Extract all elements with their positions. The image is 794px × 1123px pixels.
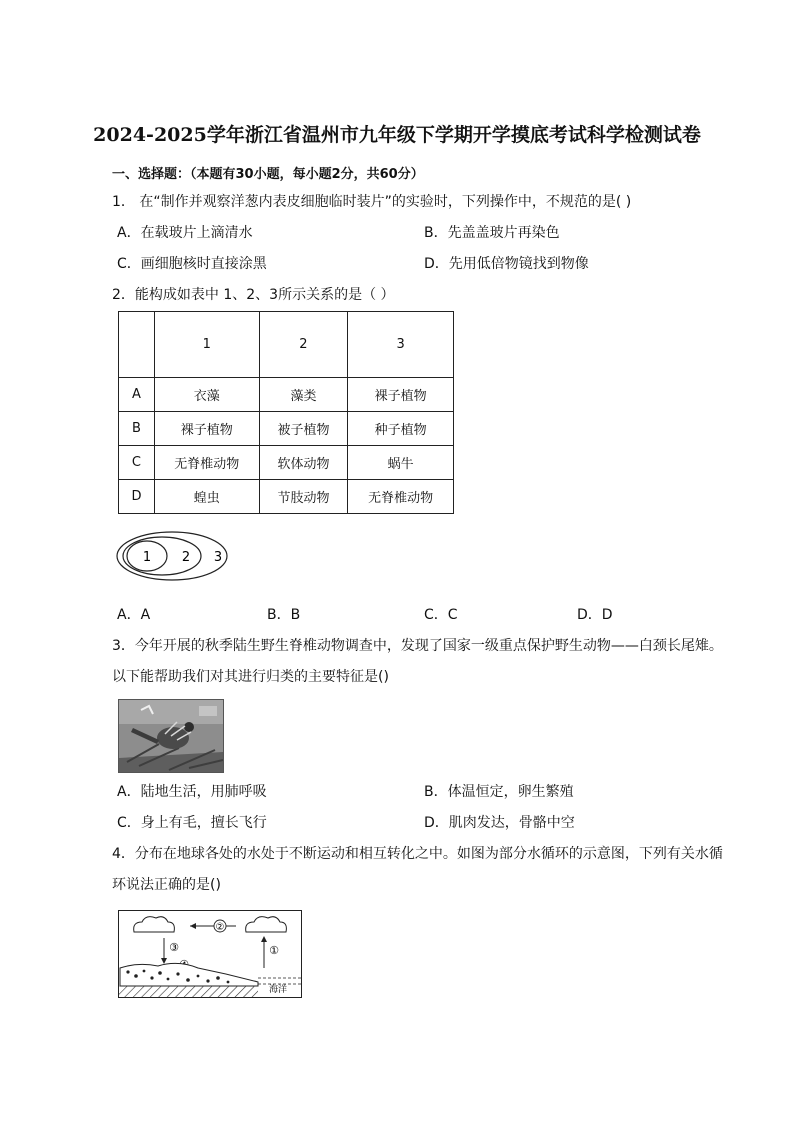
label-3: ③	[169, 941, 179, 954]
table-row	[119, 446, 454, 480]
table-cell: B	[119, 412, 155, 446]
q3-option-a: A．陆地生活，用肺呼吸	[117, 784, 267, 800]
table-cell: 软体动物	[259, 446, 348, 480]
q1-option-d: D．先用低倍物镜找到物像	[424, 256, 589, 272]
table-cell: 裸子植物	[154, 412, 259, 446]
ellipse-label-2: 2	[181, 550, 191, 565]
ocean-label: 海洋	[268, 985, 288, 995]
q2-stem: 2．能构成如表中 1、2、3所示关系的是（ ）	[112, 287, 395, 303]
q2-option-b: B．B	[267, 607, 301, 623]
table-header-row	[119, 312, 454, 378]
table-cell: 无脊椎动物	[348, 480, 454, 514]
label-1: ①	[269, 944, 279, 957]
table-cell	[119, 312, 155, 378]
table-cell: 1	[154, 312, 259, 378]
table-cell: 蜗牛	[348, 446, 454, 480]
q3-option-d: D．肌肉发达，骨骼中空	[424, 815, 575, 831]
q1-option-a: A．在载玻片上滴清水	[117, 225, 253, 241]
pheasant-photo	[118, 699, 224, 773]
bedrock	[119, 986, 258, 997]
q3-option-c: C．身上有毛，擅长飞行	[117, 815, 267, 831]
water-cycle-diagram	[118, 910, 302, 998]
table-row	[119, 480, 454, 514]
q1-option-c: C．画细胞核时直接涂黑	[117, 256, 267, 272]
table-cell: 裸子植物	[348, 378, 454, 412]
table-cell: 种子植物	[348, 412, 454, 446]
ellipse-3	[117, 532, 227, 580]
q2-option-c: C．C	[424, 607, 458, 623]
table-cell: 藻类	[259, 378, 348, 412]
section-heading: 一、选择题：（本题有30小题，每小题2分，共60分）	[112, 167, 424, 182]
ellipse-label-1: 1	[142, 550, 152, 565]
table-cell: 节肢动物	[259, 480, 348, 514]
table-cell: A	[119, 378, 155, 412]
q1-option-b: B．先盖盖玻片再染色	[424, 225, 560, 241]
table-cell: C	[119, 446, 155, 480]
q3-stem-line1: 3．今年开展的秋季陆生野生脊椎动物调查中，发现了国家一级重点保护野生动物——白颈长尾雉。	[112, 638, 723, 654]
ellipse-label-3: 3	[213, 550, 223, 565]
q4-stem-line2: 环说法正确的是()	[112, 877, 221, 893]
q2-table	[118, 311, 454, 514]
table-cell: 2	[259, 312, 348, 378]
q1-stem: 1． 在“制作并观察洋葱内表皮细胞临时装片”的实验时，下列操作中，不规范的是( )	[112, 194, 632, 210]
table-cell: 无脊椎动物	[154, 446, 259, 480]
table-cell: D	[119, 480, 155, 514]
table-cell: 3	[348, 312, 454, 378]
q2-option-d: D．D	[577, 607, 613, 623]
table-cell: 被子植物	[259, 412, 348, 446]
table-row	[119, 412, 454, 446]
page-title: 2024-2025学年浙江省温州市九年级下学期开学摸底考试科学检测试卷	[93, 124, 701, 146]
q2-option-a: A．A	[117, 607, 151, 623]
table-cell: 蝗虫	[154, 480, 259, 514]
label-2: ②	[215, 922, 225, 933]
table-row	[119, 378, 454, 412]
q3-option-b: B．体温恒定，卵生繁殖	[424, 784, 574, 800]
nested-ellipse-diagram	[116, 531, 230, 581]
table-cell: 衣藻	[154, 378, 259, 412]
q4-stem-line1: 4．分布在地球各处的水处于不断运动和相互转化之中。如图为部分水循环的示意图，下列有关水循	[112, 846, 723, 862]
q3-stem-line2: 以下能帮助我们对其进行归类的主要特征是()	[112, 669, 389, 685]
